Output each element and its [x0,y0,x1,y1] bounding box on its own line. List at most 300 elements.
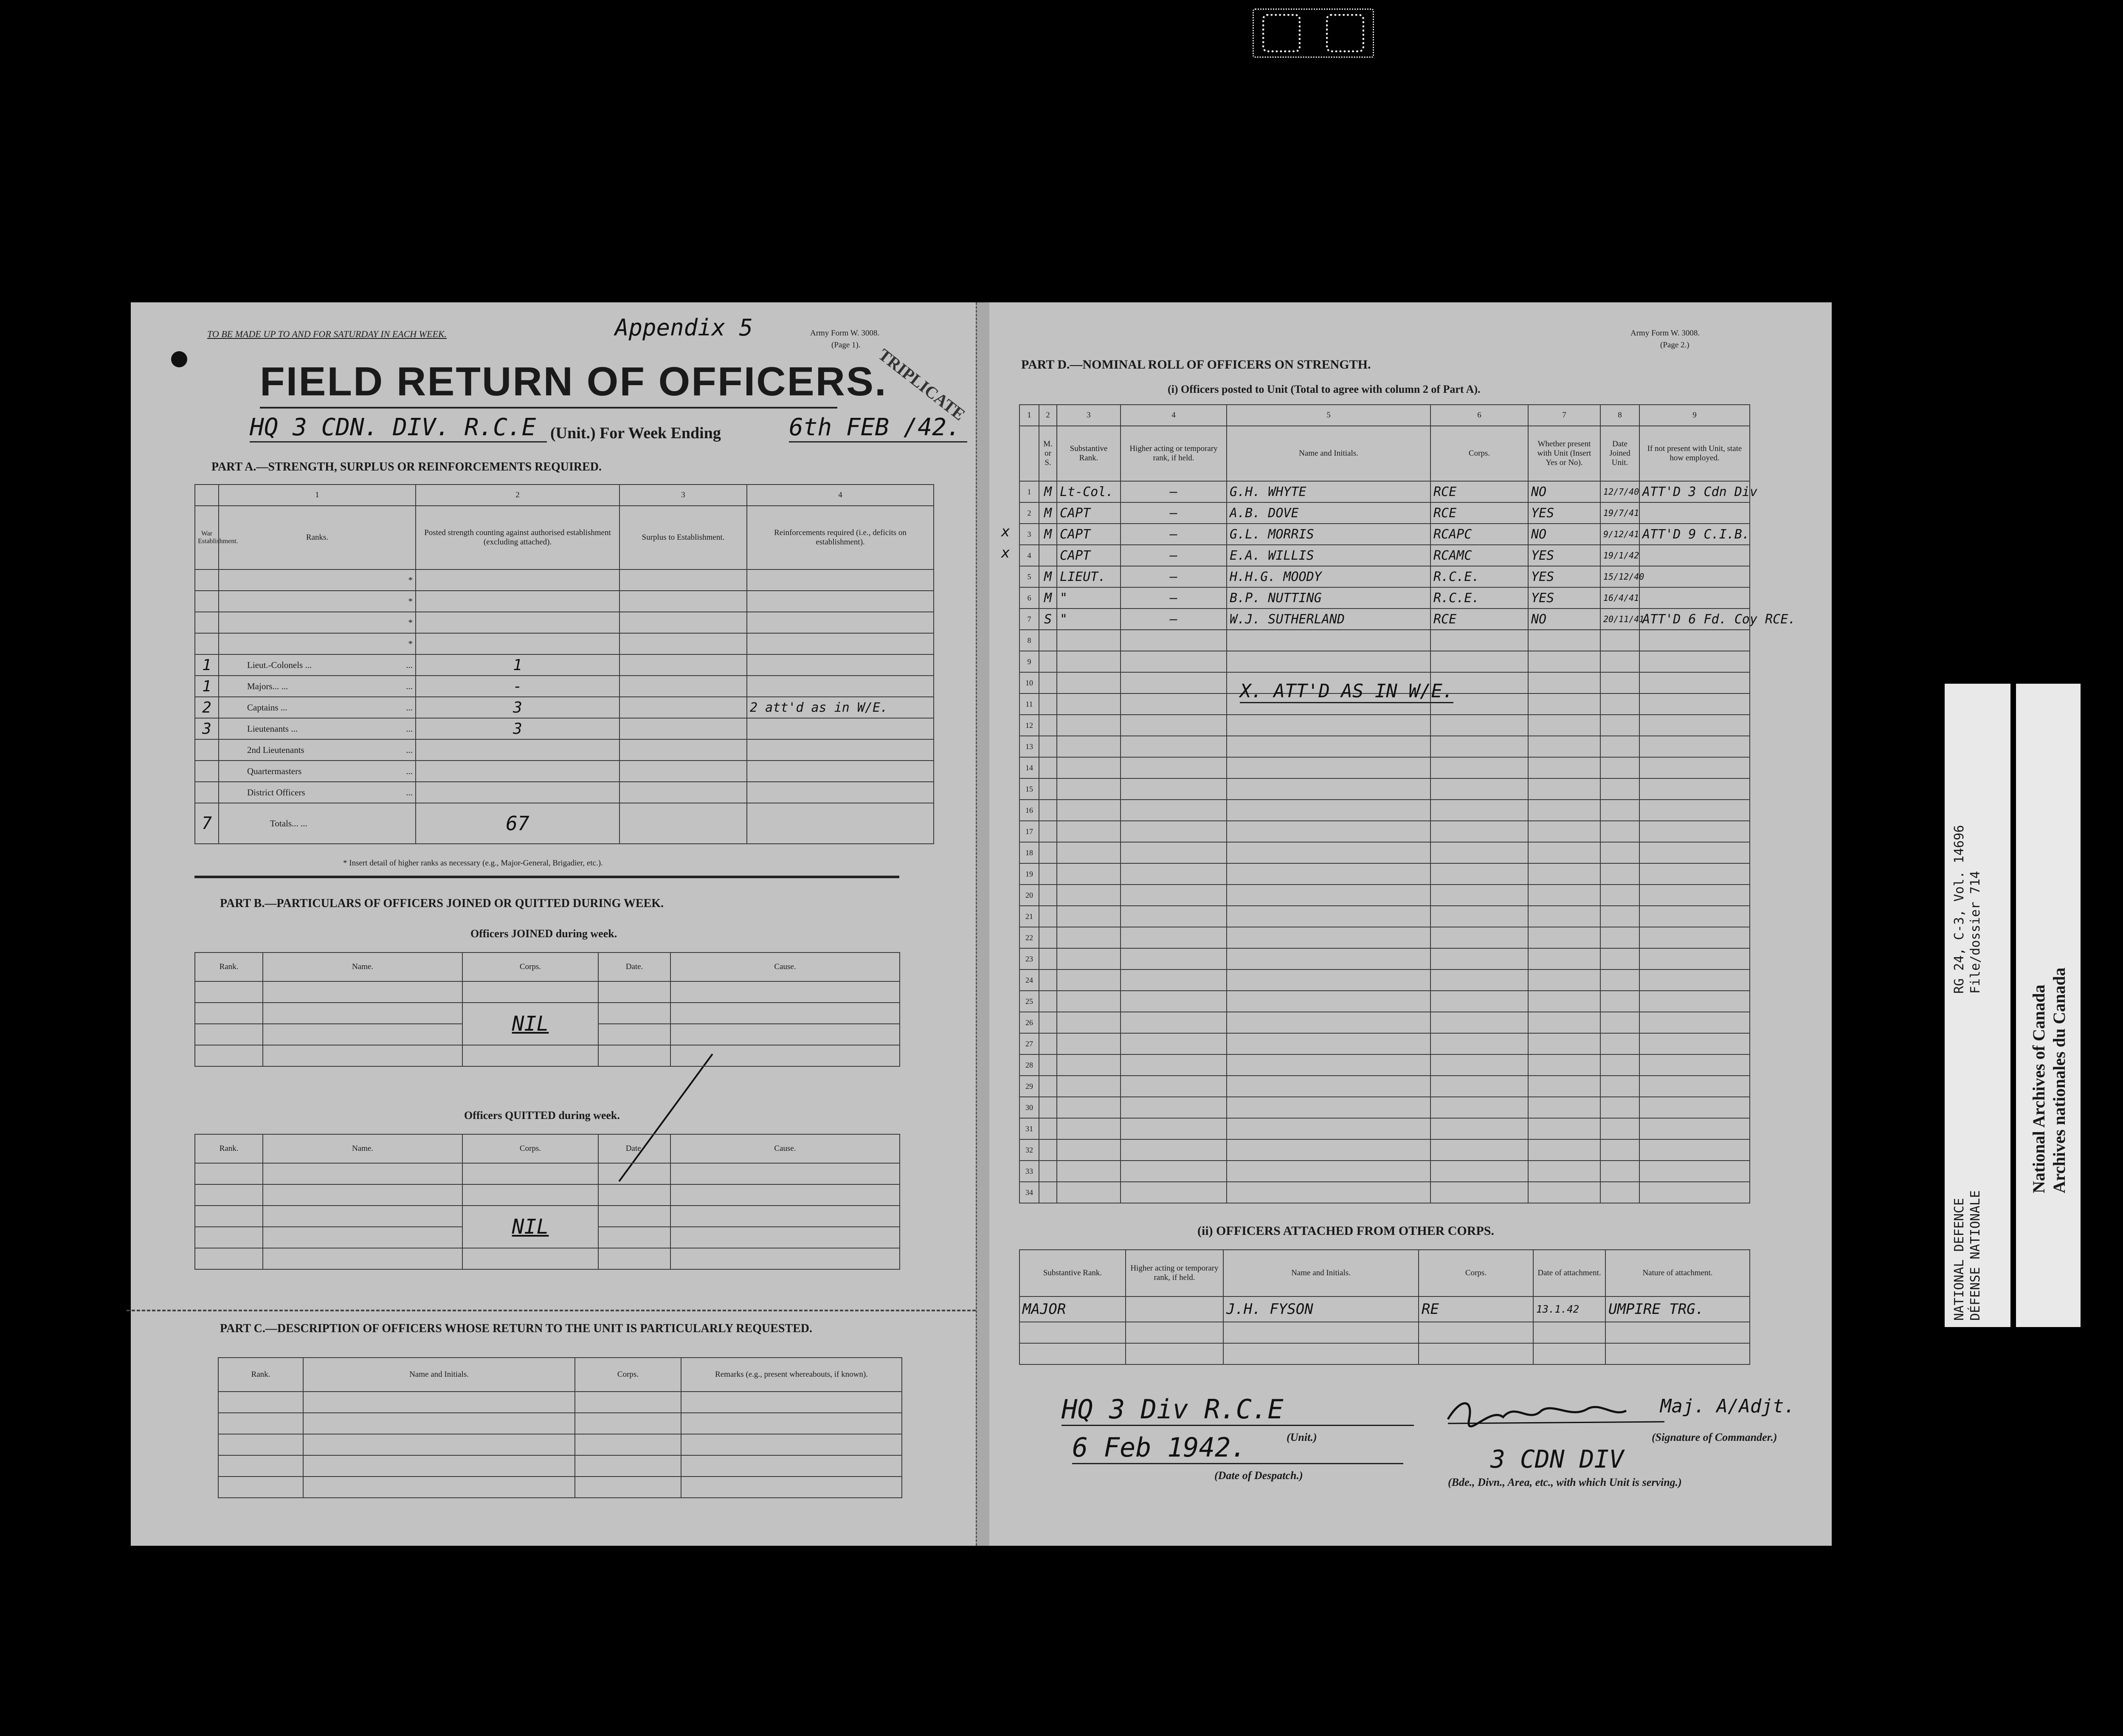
higher-rank-cell [1121,1097,1227,1118]
officer-name-cell [1227,1012,1430,1033]
surplus-cell [619,612,747,633]
surplus-cell [619,591,747,612]
higher-rank-cell [1121,1054,1227,1076]
rank-cell [219,633,416,654]
row-number: 24 [1019,969,1039,991]
officer-name-cell: B.P. NUTTING [1227,587,1430,609]
nominal-roll-row [1019,1012,1750,1033]
corps-cell [1430,1139,1528,1161]
posted-strength-cell [416,569,619,591]
establishment-cell: 3 [195,718,219,739]
ms-cell [1039,885,1057,906]
row-number: 8 [1019,630,1039,651]
officer-name-cell [1227,906,1430,927]
corps-cell: RCE [1430,481,1528,502]
present-cell: YES [1528,545,1600,566]
officer-name-cell: E.A. WILLIS [1227,545,1430,566]
footer-date: 6 Feb 1942. [1072,1432,1403,1464]
rank-row [195,591,934,612]
archives-name-fr: Archives nationales du Canada [2050,967,2069,1193]
appendix-note: Appendix 5 [615,314,753,341]
col-number: 8 [1600,405,1639,426]
present-cell [1528,1182,1600,1203]
officer-name-cell [1227,778,1430,800]
signature-label: (Signature of Commander.) [1652,1431,1777,1443]
quitted-table [194,1134,900,1270]
nominal-roll-row [1019,927,1750,948]
rank-cell [219,718,416,739]
col-number: 3 [1057,405,1121,426]
present-cell [1528,736,1600,757]
row-number: 6 [1019,587,1039,609]
row-number: 25 [1019,991,1039,1012]
nominal-roll-row [1019,948,1750,969]
ms-cell: M [1039,566,1057,587]
unit-name: HQ 3 CDN. DIV. R.C.E [250,414,547,442]
substantive-rank-cell [1057,969,1121,991]
row-number: 9 [1019,651,1039,672]
ranks-header: Ranks. [219,506,416,569]
higher-rank-cell: — [1121,609,1227,630]
ms-cell [1039,906,1057,927]
substantive-rank-cell [1057,1076,1121,1097]
nominal-roll-row [1019,863,1750,885]
surplus-cell [619,633,747,654]
employment-cell [1639,906,1750,927]
present-cell: YES [1528,502,1600,524]
substantive-rank-cell [1057,736,1121,757]
substantive-rank-cell [1057,715,1121,736]
joined-title: Officers JOINED during week. [470,927,617,940]
nominal-roll-row [1019,566,1750,587]
part-b-heading: PART B.—PARTICULARS OF OFFICERS JOINED OR QUITTED DURING WEEK. [220,897,664,910]
col-number: 7 [1528,405,1600,426]
substantive-rank-cell [1057,1182,1121,1203]
col-number: 5 [1227,405,1430,426]
date-joined-cell [1600,1076,1639,1097]
fonds-reference [1951,825,1984,994]
ms-cell [1039,1182,1057,1203]
present-cell [1528,969,1600,991]
higher-rank-cell [1121,715,1227,736]
employment-cell: ATT'D 6 Fd. Coy RCE. [1639,609,1750,630]
part-a-table [194,484,934,844]
corps-cell [1430,948,1528,969]
date-joined-cell [1600,1012,1639,1033]
rank-cell [219,676,416,697]
rank-row [195,569,934,591]
col-number: 2 [1039,405,1057,426]
ms-cell [1039,948,1057,969]
date-joined-cell [1600,906,1639,927]
substantive-rank-cell [1057,757,1121,778]
employment-cell [1639,927,1750,948]
row-number: 2 [1019,502,1039,524]
form-page-1 [131,302,976,1546]
employment-cell [1639,1182,1750,1203]
date-joined-cell [1600,1182,1639,1203]
higher-rank-cell [1121,821,1227,842]
higher-rank-cell [1121,885,1227,906]
officer-name-cell [1227,991,1430,1012]
corps-cell [1430,1182,1528,1203]
employment-cell [1639,715,1750,736]
ms-cell [1039,821,1057,842]
corps-cell: R.C.E. [1430,566,1528,587]
officer-name-cell [1227,842,1430,863]
quitted-nil-entry: NIL [462,1206,598,1248]
higher-rank-cell: — [1121,524,1227,545]
reinforcements-cell: 2 att'd as in W/E. [747,697,934,718]
posted-strength-cell [416,761,619,782]
present-cell [1528,1012,1600,1033]
officer-name-cell [1227,715,1430,736]
rank-cell [219,612,416,633]
attached-name-cell: J.H. FYSON [1223,1296,1419,1322]
ms-cell [1039,1118,1057,1139]
rank-row [195,718,934,739]
higher-rank-cell [1121,1033,1227,1054]
employment-cell [1639,757,1750,778]
nominal-roll-row [1019,1161,1750,1182]
row-number: 23 [1019,948,1039,969]
fonds-line-2: File/dossier 714 [1968,871,1983,994]
corps-header: Corps. [575,1358,681,1392]
employment-cell [1639,1033,1750,1054]
substantive-rank-cell: CAPT [1057,502,1121,524]
fonds-line-1: RG 24, C-3, Vol. 14696 [1952,825,1967,994]
rank-row [195,612,934,633]
joined-nil-entry: NIL [462,1003,598,1045]
form-number: Army Form W. 3008. [1630,329,1700,338]
nominal-roll-row [1019,609,1750,630]
ms-cell [1039,545,1057,566]
rank-row [195,633,934,654]
col-number: 6 [1430,405,1528,426]
substantive-rank-cell: " [1057,587,1121,609]
rank-label: Quartermasters [247,766,302,776]
ms-cell [1039,1054,1057,1076]
part-c-table [218,1357,902,1498]
present-cell [1528,672,1600,693]
higher-rank-cell [1121,948,1227,969]
ms-cell [1039,800,1057,821]
part-a-footnote: * Insert detail of higher ranks as necessary (e.g., Major-General, Brigadier, etc.). [343,859,603,868]
substantive-rank-cell [1057,863,1121,885]
higher-rank-cell [1121,1161,1227,1182]
nominal-roll-row [1019,1118,1750,1139]
row-number: 29 [1019,1076,1039,1097]
perforation-line [127,1310,976,1311]
employment-cell [1639,672,1750,693]
establishment-cell: 1 [195,676,219,697]
establishment-cell [195,782,219,803]
rank-cell [219,569,416,591]
employment-cell [1639,991,1750,1012]
punch-hole [171,351,187,367]
archives-name-en: National Archives of Canada [2029,984,2048,1193]
present-cell [1528,630,1600,651]
rank-cell [219,761,416,782]
officer-name-cell [1227,927,1430,948]
officer-name-cell [1227,1118,1430,1139]
officer-name-cell [1227,1139,1430,1161]
nominal-roll-row [1019,502,1750,524]
employment-cell [1639,821,1750,842]
date-joined-cell [1600,1139,1639,1161]
nominal-roll-row [1019,1097,1750,1118]
officer-name-cell [1227,736,1430,757]
corps-cell [1430,821,1528,842]
higher-rank-cell [1121,778,1227,800]
film-frame-marker [1253,8,1374,58]
higher-rank-cell [1121,927,1227,948]
row-number: 11 [1019,693,1039,715]
officer-name-cell [1227,948,1430,969]
row-number: 34 [1019,1182,1039,1203]
date-joined-cell [1600,842,1639,863]
reinforcements-cell [747,739,934,761]
substantive-rank-cell [1057,672,1121,693]
higher-rank-header: Higher acting or temporary rank, if held. [1126,1250,1223,1296]
nominal-roll-row [1019,757,1750,778]
row-number: 21 [1019,906,1039,927]
higher-rank-cell [1121,1139,1227,1161]
nominal-roll-row [1019,1054,1750,1076]
attached-higher-cell [1126,1296,1223,1322]
footer-division: 3 CDN DIV [1490,1445,1624,1474]
establishment-cell: 2 [195,697,219,718]
row-number-header [1019,426,1039,481]
part-d-heading: PART D.—NOMINAL ROLL OF OFFICERS ON STRENGTH. [1021,358,1371,372]
substantive-rank-cell: CAPT [1057,545,1121,566]
establishment-cell [195,612,219,633]
date-joined-cell: 20/11/41 [1600,609,1639,630]
present-cell [1528,991,1600,1012]
corps-cell [1430,1161,1528,1182]
ms-cell [1039,672,1057,693]
employment-cell [1639,863,1750,885]
joined-table [194,952,900,1067]
surplus-cell [619,782,747,803]
totals-establishment: 7 [195,803,219,844]
ms-cell [1039,991,1057,1012]
substantive-rank-header: Substantive Rank. [1019,1250,1126,1296]
present-cell: NO [1528,609,1600,630]
dept-line-1: NATIONAL DEFENCE [1952,1198,1967,1321]
officer-name-cell: G.L. MORRIS [1227,524,1430,545]
part-a-heading: PART A.—STRENGTH, SURPLUS OR REINFORCEMENTS REQUIRED. [211,460,602,473]
establishment-cell: 1 [195,654,219,676]
rank-label: 2nd Lieutenants [247,744,304,755]
surplus-cell [619,761,747,782]
date-joined-cell [1600,969,1639,991]
totals-reinforcements [747,803,934,844]
higher-rank-cell [1121,1118,1227,1139]
higher-rank-cell: — [1121,502,1227,524]
attached-date-cell: 13.1.42 [1533,1296,1605,1322]
corps-cell [1430,778,1528,800]
rank-label: Lieut.-Colonels ... [247,659,312,670]
corps-cell: RCAMC [1430,545,1528,566]
ms-cell [1039,1076,1057,1097]
date-joined-cell [1600,863,1639,885]
officer-name-cell: H.H.G. MOODY [1227,566,1430,587]
date-joined-cell [1600,1097,1639,1118]
triplicate-stamp: TRIPLICATE [875,345,969,424]
substantive-rank-cell [1057,1097,1121,1118]
ms-cell [1039,1161,1057,1182]
nominal-roll-table [1019,404,1796,1203]
present-cell [1528,757,1600,778]
substantive-rank-cell [1057,821,1121,842]
present-cell [1528,927,1600,948]
ms-cell [1039,778,1057,800]
rank-cell [219,782,416,803]
employment-cell [1639,1139,1750,1161]
row-number: 20 [1019,885,1039,906]
date-joined-cell: 15/12/40 [1600,566,1639,587]
employment-cell [1639,842,1750,863]
reinforcements-cell [747,569,934,591]
ms-cell [1039,1139,1057,1161]
col-number: 1 [1019,405,1039,426]
substantive-rank-cell: LIEUT. [1057,566,1121,587]
ms-cell [1039,736,1057,757]
higher-rank-cell [1121,1012,1227,1033]
signature-suffix: Maj. A/Adjt. [1660,1395,1795,1417]
ms-cell: M [1039,587,1057,609]
substantive-rank-cell [1057,885,1121,906]
substantive-rank-cell [1057,778,1121,800]
rank-header: Rank. [195,953,263,981]
page-title: FIELD RETURN OF OFFICERS. [260,359,887,404]
nominal-roll-row [1019,885,1750,906]
present-cell [1528,1139,1600,1161]
ms-cell: M [1039,524,1057,545]
present-cell [1528,821,1600,842]
corps-cell [1430,842,1528,863]
dept-line-2: DÉFENSE NATIONALE [1968,1190,1983,1321]
surplus-header: Surplus to Establishment. [619,506,747,569]
row-number: 31 [1019,1118,1039,1139]
reinforcements-cell [747,654,934,676]
row-number: 4 [1019,545,1039,566]
rank-label: Lieutenants ... [247,723,298,734]
employment-cell [1639,1012,1750,1033]
present-cell [1528,1097,1600,1118]
nominal-roll-row [1019,587,1750,609]
row-number: 22 [1019,927,1039,948]
surplus-cell [619,697,747,718]
date-joined-cell [1600,1161,1639,1182]
officer-name-cell: G.H. WHYTE [1227,481,1430,502]
present-cell [1528,1118,1600,1139]
rank-cell [219,591,416,612]
present-cell [1528,778,1600,800]
col-number [195,485,219,506]
page-label: (Page 2.) [1660,341,1689,349]
present-cell [1528,1054,1600,1076]
row-number: 1 [1019,481,1039,502]
officer-name-cell [1227,1097,1430,1118]
higher-rank-cell [1121,757,1227,778]
higher-rank-cell [1121,969,1227,991]
rank-header: Rank. [218,1358,303,1392]
substantive-rank-cell [1057,906,1121,927]
row-number: 30 [1019,1097,1039,1118]
name-initials-header: Name and Initials. [1223,1250,1419,1296]
margin-mark: x [1001,544,1010,561]
surplus-cell [619,718,747,739]
rank-header: Rank. [195,1134,263,1163]
employment-cell [1639,693,1750,715]
archives-name [2029,967,2070,1193]
officer-name-cell [1227,651,1430,672]
rank-cell [219,739,416,761]
date-joined-cell [1600,885,1639,906]
substantive-rank-cell [1057,1161,1121,1182]
form-page-2 [989,302,1832,1546]
corps-header: Corps. [1430,426,1528,481]
ms-cell [1039,842,1057,863]
rank-marker: * [408,638,413,649]
rank-marker: ... [406,723,413,734]
row-number: 18 [1019,842,1039,863]
higher-rank-cell: — [1121,587,1227,609]
posted-strength-cell: 1 [416,654,619,676]
higher-rank-cell [1121,800,1227,821]
officer-name-cell: W.J. SUTHERLAND [1227,609,1430,630]
part-d-subheading: (i) Officers posted to Unit (Total to agree with column 2 of Part A). [1168,383,1481,395]
ms-cell [1039,693,1057,715]
higher-rank-cell: — [1121,545,1227,566]
corps-cell [1430,1118,1528,1139]
ms-cell [1039,1097,1057,1118]
surplus-cell [619,739,747,761]
employment-cell [1639,502,1750,524]
substantive-rank-cell [1057,842,1121,863]
substantive-rank-cell [1057,630,1121,651]
substantive-rank-cell: CAPT [1057,524,1121,545]
higher-rank-cell [1121,1182,1227,1203]
corps-cell [1430,630,1528,651]
officer-name-cell [1227,1033,1430,1054]
rank-marker: ... [406,744,413,755]
date-joined-cell [1600,693,1639,715]
row-number: 19 [1019,863,1039,885]
col-number: 9 [1639,405,1750,426]
employment-cell [1639,651,1750,672]
corps-cell [1430,1076,1528,1097]
ms-cell: S [1039,609,1057,630]
footer-unit-label: (Unit.) [1287,1431,1317,1443]
date-attachment-header: Date of attachment. [1533,1250,1605,1296]
cause-header: Cause. [670,953,900,981]
nominal-roll-row [1019,545,1750,566]
row-number: 3 [1019,524,1039,545]
date-joined-cell: 9/12/41 [1600,524,1639,545]
rank-marker: * [408,575,413,585]
row-number: 17 [1019,821,1039,842]
ms-cell [1039,757,1057,778]
substantive-rank-cell: " [1057,609,1121,630]
present-cell [1528,1161,1600,1182]
corps-cell [1430,1012,1528,1033]
officer-name-cell [1227,1182,1430,1203]
higher-rank-cell: — [1121,481,1227,502]
date-joined-cell [1600,778,1639,800]
